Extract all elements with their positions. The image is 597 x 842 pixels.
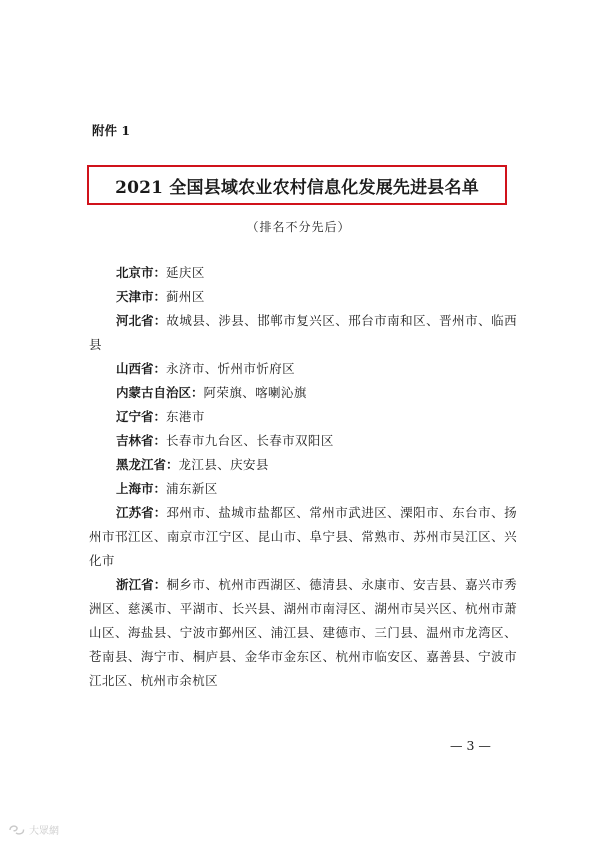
county-names: 东港市 bbox=[166, 409, 205, 424]
province-label: 吉林省： bbox=[116, 433, 167, 448]
county-names: 长春市九台区、长春市双阳区 bbox=[166, 433, 334, 448]
watermark bbox=[8, 822, 59, 837]
province-label: 内蒙古自治区： bbox=[116, 385, 204, 400]
watermark-logo-icon bbox=[8, 824, 26, 836]
list-item bbox=[89, 429, 517, 453]
list-item bbox=[89, 381, 517, 405]
province-label: 辽宁省： bbox=[116, 409, 167, 424]
province-label: 上海市： bbox=[116, 481, 167, 496]
county-names: 桐乡市、杭州市西湖区、德清县、永康市、安吉县、嘉兴市秀洲区、慈溪市、平湖市、长兴县、湖州市南浔区、湖州市吴兴区、杭州市萧山区、海盐县、宁波市鄞州区、浦江县、建德市、三门县、温州市龙湾区、苍南县、海宁市、桐庐县、金华市金东区、杭州市临安区、嘉善县、宁波市江北区、杭州市余杭区 bbox=[89, 577, 517, 688]
list-item bbox=[89, 285, 517, 309]
county-names: 故城县、涉县、邯郸市复兴区、邢台市南和区、晋州市、临西县 bbox=[89, 313, 517, 352]
province-label: 河北省： bbox=[116, 313, 167, 328]
watermark-text: 大眾網 bbox=[29, 826, 59, 837]
county-names: 阿荣旗、喀喇沁旗 bbox=[203, 385, 307, 400]
page-number: — 3 — bbox=[450, 738, 491, 753]
county-names: 延庆区 bbox=[166, 265, 205, 280]
list-item bbox=[89, 501, 517, 573]
list-item bbox=[89, 573, 517, 693]
list-item bbox=[89, 309, 517, 357]
attachment-label: 附件 1 bbox=[92, 123, 131, 138]
document-subtitle: （排名不分先后） bbox=[246, 220, 351, 234]
title-box bbox=[87, 165, 507, 205]
list-item bbox=[89, 405, 517, 429]
county-names: 邳州市、盐城市盐都区、常州市武进区、溧阳市、东台市、扬州市邗江区、南京市江宁区、昆山市、阜宁县、常熟市、苏州市吴江区、兴化市 bbox=[89, 505, 517, 568]
province-label: 江苏省： bbox=[116, 505, 167, 520]
county-list bbox=[89, 261, 517, 693]
county-names: 蓟州区 bbox=[166, 289, 205, 304]
county-names: 永济市、忻州市忻府区 bbox=[166, 361, 296, 376]
county-names: 浦东新区 bbox=[166, 481, 218, 496]
province-label: 北京市： bbox=[116, 265, 167, 280]
list-item bbox=[89, 477, 517, 501]
county-names: 龙江县、庆安县 bbox=[178, 457, 269, 472]
list-item bbox=[89, 453, 517, 477]
province-label: 黑龙江省： bbox=[116, 457, 179, 472]
document-title: 2021 全国县域农业农村信息化发展先进县名单 bbox=[115, 177, 479, 198]
province-label: 天津市： bbox=[116, 289, 167, 304]
province-label: 浙江省： bbox=[116, 577, 167, 592]
list-item bbox=[89, 357, 517, 381]
list-item bbox=[89, 261, 517, 285]
province-label: 山西省： bbox=[116, 361, 167, 376]
